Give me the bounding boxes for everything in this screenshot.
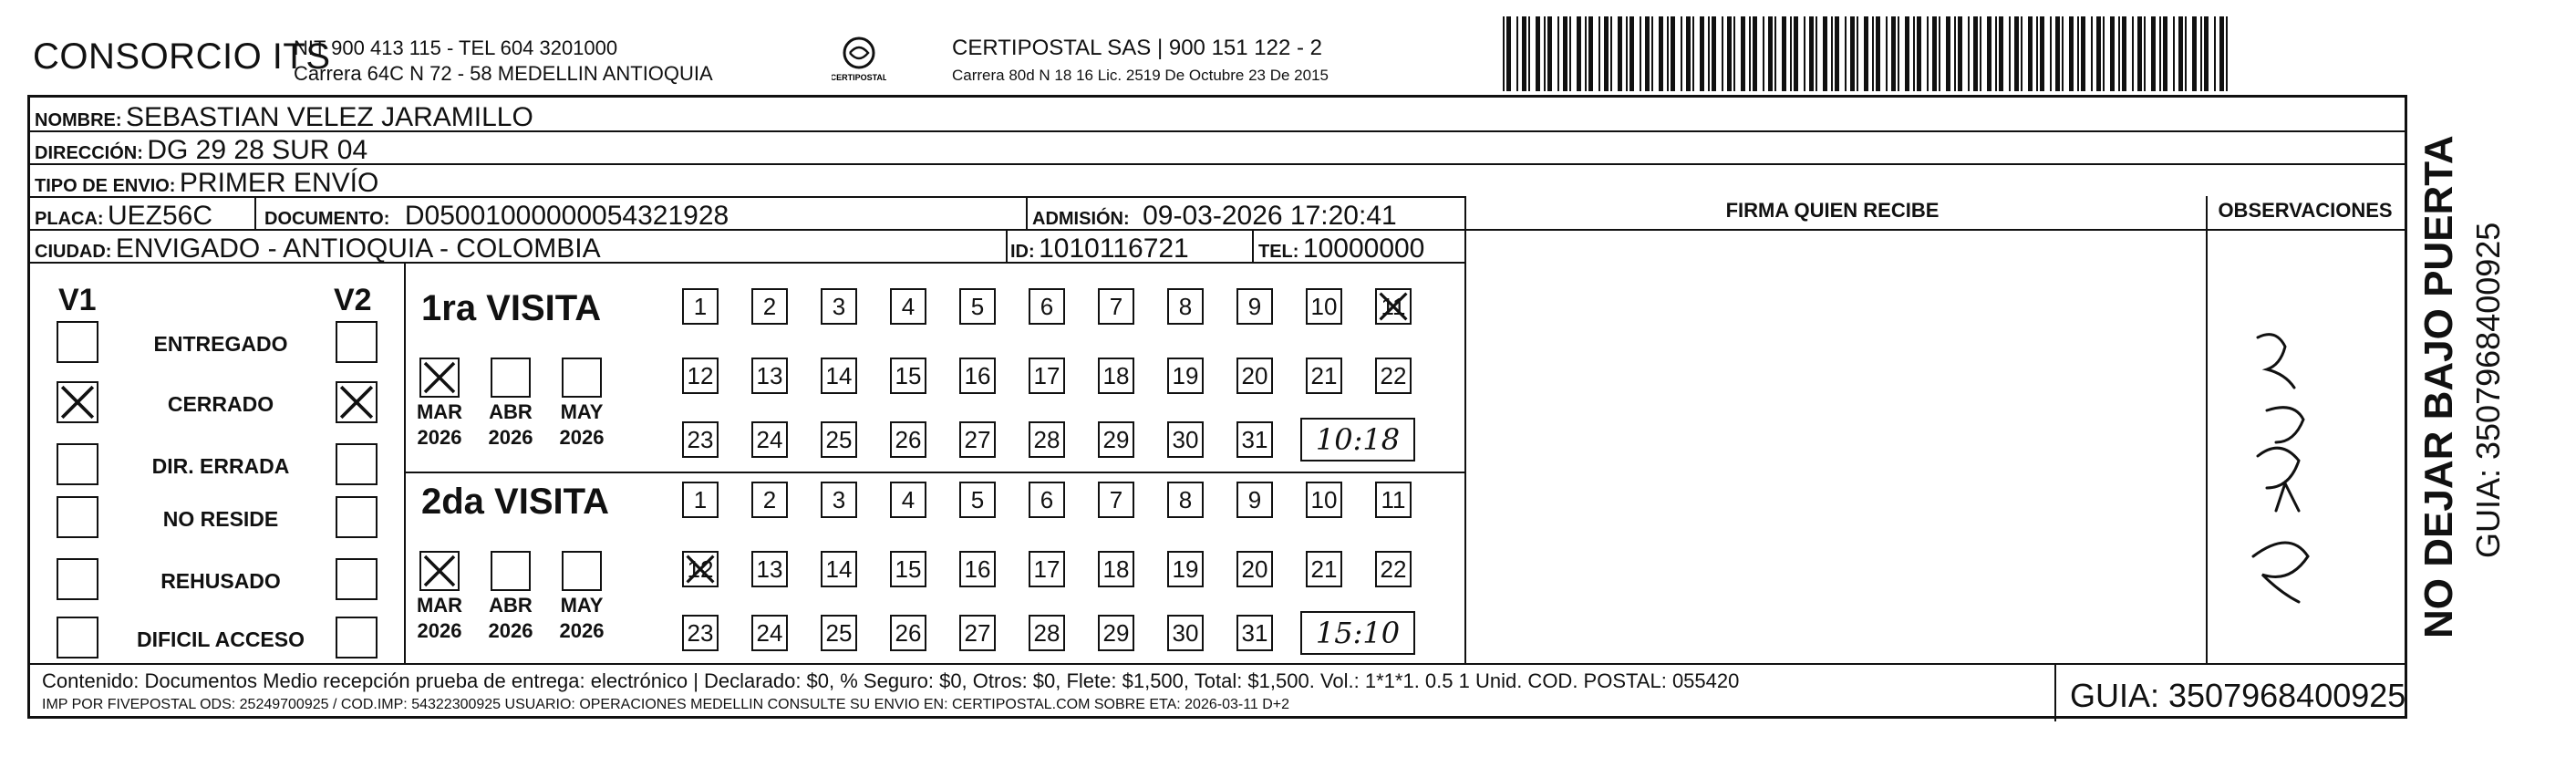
visit-2-day-15[interactable]: 15 [890,551,926,587]
visit-2-day-25[interactable]: 25 [821,615,857,651]
visit-2-day-26[interactable]: 26 [890,615,926,651]
footer-content: Contenido: Documentos Medio recepción prueba de entrega: electrónico | Declarado: $0, % Seguro: $0, Otros: $0, Flete: $1,500, Total: $1,500. Vol.: 1*1*1. 0.5 1 Unid. COD. POSTAL: 055420 [42,669,1740,692]
ciudad-label: CIUDAD: [35,242,112,262]
visit-month-label: MAY 2026 [559,400,605,449]
visit-2-day-7[interactable]: 7 [1098,482,1134,518]
visit-1-day-2[interactable]: 2 [751,288,788,325]
tel-value: 10000000 [1302,233,1425,264]
certipostal-logo [832,33,886,88]
v1-checkbox-dir-errada[interactable] [57,443,98,485]
visit-1-day-15[interactable]: 15 [890,358,926,394]
courier-address: Carrera 80d N 18 16 Lic. 2519 De Octubre 23 De 2015 [952,67,1329,84]
v1-checkbox-entregado[interactable] [57,321,98,363]
visit-2-day-13[interactable]: 13 [751,551,788,587]
visit-1-day-17[interactable]: 17 [1029,358,1065,394]
placa-label: PLACA: [35,209,104,229]
visit-1-time: 10:18 [1300,418,1415,461]
admision-value: 09-03-2026 17:20:41 [1143,201,1397,231]
visit-2-month-checkbox-may[interactable] [562,551,602,591]
visit-title-2: 2da VISITA [421,482,609,522]
v1-checkbox-cerrado[interactable] [57,381,98,423]
visit-2-day-23[interactable]: 23 [682,615,719,651]
visit-2-day-22[interactable]: 22 [1375,551,1412,587]
ciudad-value: ENVIGADO - ANTIOQUIA - COLOMBIA [115,233,601,264]
direccion-value: DG 29 28 SUR 04 [147,135,368,165]
v2-checkbox-dir-errada[interactable] [336,443,378,485]
visit-1-day-8[interactable]: 8 [1167,288,1204,325]
v1-checkbox-no-reside[interactable] [57,496,98,538]
observaciones-header: OBSERVACIONES [2218,199,2393,222]
visit-1-day-31[interactable]: 31 [1236,421,1273,458]
visit-1-day-19[interactable]: 19 [1167,358,1204,394]
visit-2-day-29[interactable]: 29 [1098,615,1134,651]
v2-checkbox-entregado[interactable] [336,321,378,363]
svg-text:CERTIPOSTAL: CERTIPOSTAL [832,73,886,82]
visit-1-day-14[interactable]: 14 [821,358,857,394]
visit-1-day-28[interactable]: 28 [1029,421,1065,458]
visit-1-day-13[interactable]: 13 [751,358,788,394]
visit-2-day-20[interactable]: 20 [1236,551,1273,587]
visit-1-month-checkbox-mar[interactable] [419,358,460,398]
visit-1-day-20[interactable]: 20 [1236,358,1273,394]
visit-2-day-10[interactable]: 10 [1306,482,1342,518]
v1-header: V1 [58,283,97,317]
visit-1-day-30[interactable]: 30 [1167,421,1204,458]
visit-2-day-3[interactable]: 3 [821,482,857,518]
status-label: REHUSADO [160,569,281,593]
visit-1-day-3[interactable]: 3 [821,288,857,325]
visit-1-day-27[interactable]: 27 [959,421,996,458]
visit-month-label: ABR 2026 [488,400,533,449]
side-warning: NO DEJAR BAJO PUERTA [2416,135,2461,638]
visit-1-day-22[interactable]: 22 [1375,358,1412,394]
visit-2-day-6[interactable]: 6 [1029,482,1065,518]
label-frame [27,95,2407,719]
visit-2-day-8[interactable]: 8 [1167,482,1204,518]
courier-name: CERTIPOSTAL SAS | 900 151 122 - 2 [952,36,1322,60]
status-label: DIR. ERRADA [151,454,290,478]
company-nit: NIT 900 413 115 - TEL 604 3201000 [294,36,618,59]
visit-2-day-18[interactable]: 18 [1098,551,1134,587]
visit-2-month-checkbox-abr[interactable] [491,551,531,591]
admision-label: ADMISIÓN: [1032,209,1130,229]
visit-2-day-9[interactable]: 9 [1236,482,1273,518]
barcode [1503,16,2232,91]
visit-2-day-14[interactable]: 14 [821,551,857,587]
visit-1-day-5[interactable]: 5 [959,288,996,325]
documento-label: DOCUMENTO: [264,209,390,229]
company-name: CONSORCIO ITS [33,36,331,77]
visit-2-month-checkbox-mar[interactable] [419,551,460,591]
visit-1-day-10[interactable]: 10 [1306,288,1342,325]
visit-2-day-24[interactable]: 24 [751,615,788,651]
visit-month-label: MAY 2026 [559,594,605,642]
visit-1-day-18[interactable]: 18 [1098,358,1134,394]
v2-checkbox-no-reside[interactable] [336,496,378,538]
id-value: 1010116721 [1039,233,1189,264]
placa-value: UEZ56C [108,201,213,231]
visit-1-day-4[interactable]: 4 [890,288,926,325]
visit-1-day-6[interactable]: 6 [1029,288,1065,325]
footer-print-info: IMP POR FIVEPOSTAL ODS: 25249700925 / COD.IMP: 54322300925 USUARIO: OPERACIONES MEDELLIN CONSULTE SU ENVIO EN: CERTIPOSTAL.COM SOBRE ETA: 2026-03-11 D+2 [42,697,1290,712]
visit-month-label: ABR 2026 [488,594,533,642]
visit-1-month-checkbox-abr[interactable] [491,358,531,398]
status-label: NO RESIDE [162,507,279,531]
visit-title-1: 1ra VISITA [421,288,602,328]
visit-month-label: MAR 2026 [416,594,463,642]
status-label: CERRADO [167,392,274,416]
visit-2-day-19[interactable]: 19 [1167,551,1204,587]
visit-1-day-16[interactable]: 16 [959,358,996,394]
status-label: ENTREGADO [153,332,288,356]
visit-2-day-27[interactable]: 27 [959,615,996,651]
v2-checkbox-dificil-acceso[interactable] [336,617,378,658]
visit-2-day-11[interactable]: 11 [1375,482,1412,518]
visit-1-day-21[interactable]: 21 [1306,358,1342,394]
nombre-value: SEBASTIAN VELEZ JARAMILLO [126,102,533,132]
visit-1-day-11[interactable]: 11 [1375,288,1412,325]
visit-2-day-21[interactable]: 21 [1306,551,1342,587]
visit-2-time: 15:10 [1300,611,1415,655]
visit-2-day-12[interactable]: 12 [682,551,719,587]
status-label: DIFICIL ACCESO [136,627,305,651]
visit-month-label: MAR 2026 [416,400,463,449]
visit-2-day-2[interactable]: 2 [751,482,788,518]
side-guia: GUIA: 3507968400925 [2469,222,2507,558]
visit-1-day-29[interactable]: 29 [1098,421,1134,458]
visit-2-day-17[interactable]: 17 [1029,551,1065,587]
visit-1-month-checkbox-may[interactable] [562,358,602,398]
id-label: ID: [1010,242,1035,262]
visit-2-day-4[interactable]: 4 [890,482,926,518]
visit-1-day-7[interactable]: 7 [1098,288,1134,325]
direccion-label: DIRECCIÓN: [35,143,143,163]
v2-checkbox-cerrado[interactable] [336,381,378,423]
visit-2-day-1[interactable]: 1 [682,482,719,518]
tel-label: TEL: [1258,242,1299,262]
firma-header: FIRMA QUIEN RECIBE [1725,199,1940,222]
tipo-envio-label: TIPO DE ENVIO: [35,176,176,196]
v2-header: V2 [334,283,372,317]
company-address: Carrera 64C N 72 - 58 MEDELLIN ANTIOQUIA [294,62,713,85]
tipo-envio-value: PRIMER ENVÍO [179,168,379,198]
visit-1-day-25[interactable]: 25 [821,421,857,458]
visit-2-day-31[interactable]: 31 [1236,615,1273,651]
visit-2-day-5[interactable]: 5 [959,482,996,518]
visit-2-day-28[interactable]: 28 [1029,615,1065,651]
visit-2-day-16[interactable]: 16 [959,551,996,587]
visit-1-day-1[interactable]: 1 [682,288,719,325]
visit-1-day-23[interactable]: 23 [682,421,719,458]
visit-1-day-9[interactable]: 9 [1236,288,1273,325]
visit-1-day-24[interactable]: 24 [751,421,788,458]
observaciones-handwriting [2230,301,2367,629]
documento-value: D05001000000054321928 [404,201,729,231]
v1-checkbox-rehusado[interactable] [57,558,98,600]
nombre-label: NOMBRE: [35,110,122,130]
visit-1-day-12[interactable]: 12 [682,358,719,394]
v1-checkbox-dificil-acceso[interactable] [57,617,98,658]
v2-checkbox-rehusado[interactable] [336,558,378,600]
visit-1-day-26[interactable]: 26 [890,421,926,458]
visit-2-day-30[interactable]: 30 [1167,615,1204,651]
footer-guia: GUIA: 3507968400925 [2070,677,2406,714]
